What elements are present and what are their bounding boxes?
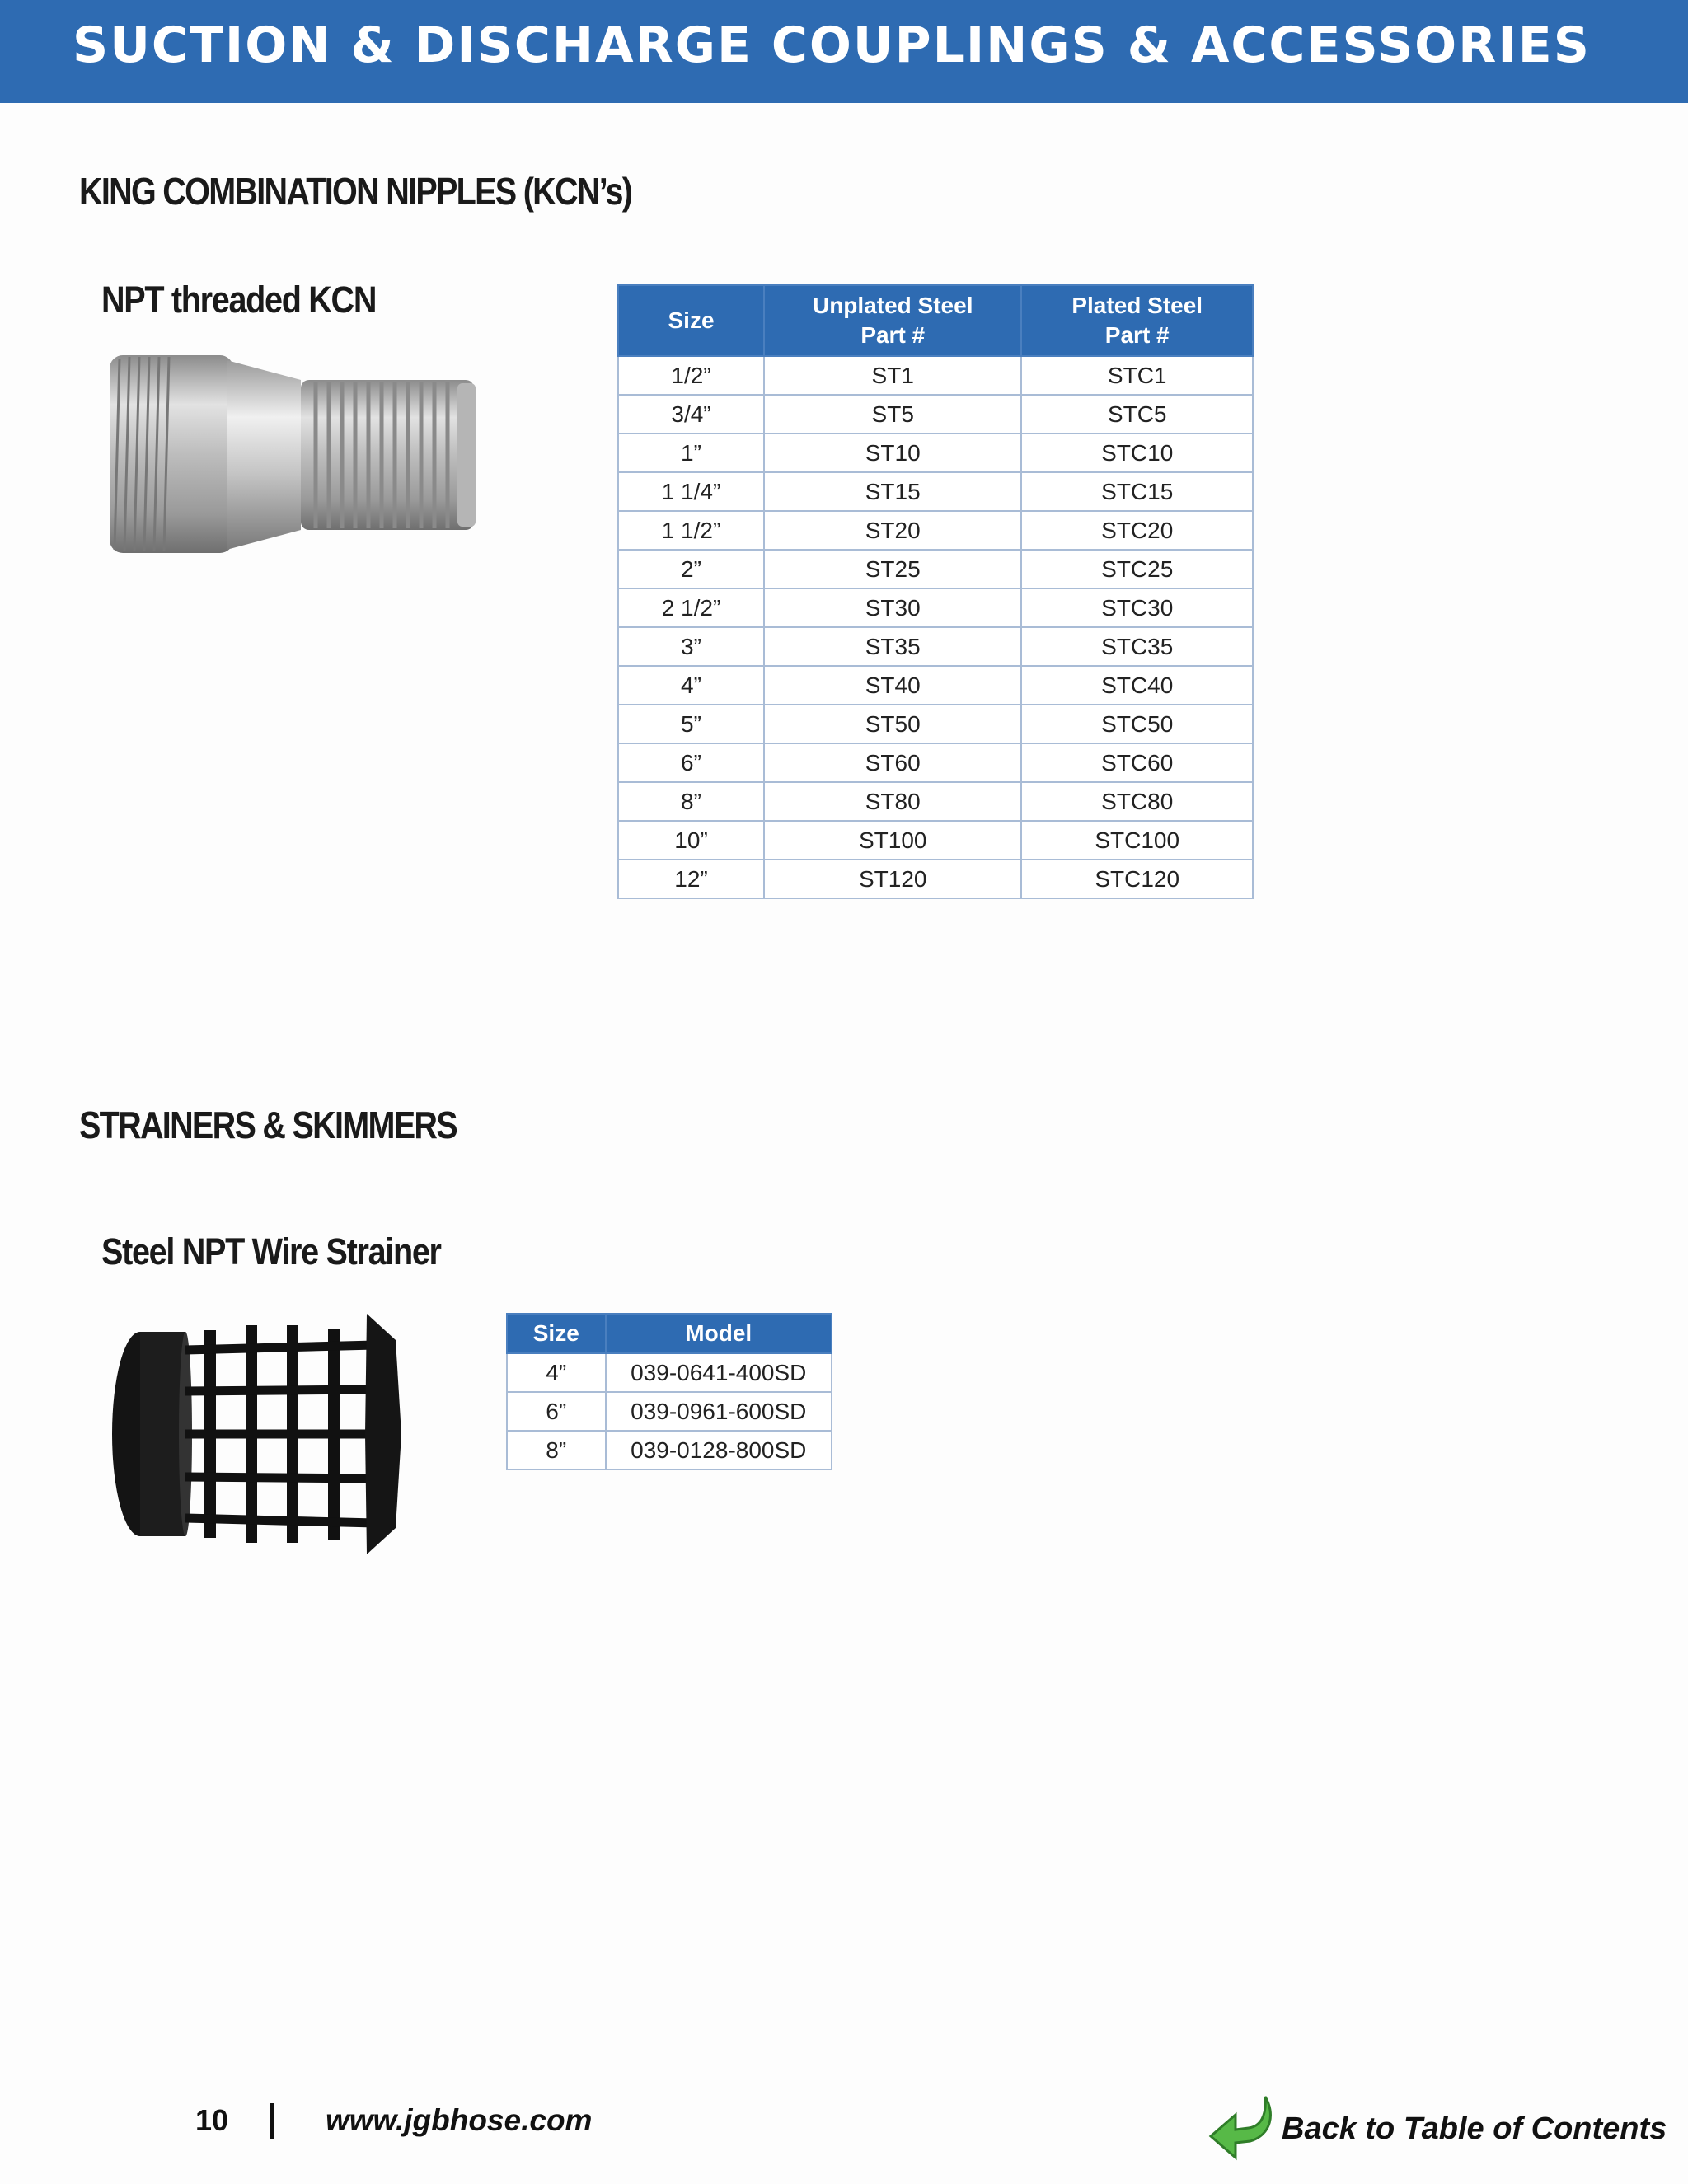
unplated-part-cell: ST15	[764, 472, 1021, 511]
col-header-plated-steel: Plated Steel Part #	[1021, 285, 1253, 356]
plated-part-cell: STC25	[1021, 550, 1253, 588]
plated-part-cell: STC60	[1021, 743, 1253, 782]
unplated-part-cell: ST10	[764, 434, 1021, 472]
table-row	[618, 860, 1253, 898]
unplated-part-cell: ST30	[764, 588, 1021, 627]
unplated-part-cell: ST50	[764, 705, 1021, 743]
page-number: 10	[195, 2103, 229, 2137]
plated-part-cell: STC80	[1021, 782, 1253, 821]
table-row	[507, 1353, 832, 1392]
strainer-table	[506, 1313, 832, 1470]
size-cell: 1”	[618, 434, 764, 472]
green-back-arrow-icon[interactable]	[1207, 2093, 1278, 2168]
col-header-size: Size	[507, 1314, 606, 1353]
plated-part-cell: STC15	[1021, 472, 1253, 511]
size-cell: 10”	[618, 821, 764, 860]
size-cell: 4”	[618, 666, 764, 705]
size-cell: 12”	[618, 860, 764, 898]
table-row	[618, 627, 1253, 666]
col-header-size: Size	[618, 285, 764, 356]
unplated-part-cell: ST100	[764, 821, 1021, 860]
size-cell: 3/4”	[618, 395, 764, 434]
table-row	[618, 395, 1253, 434]
model-cell: 039-0961-600SD	[606, 1392, 832, 1431]
model-cell: 039-0128-800SD	[606, 1431, 832, 1469]
plated-part-cell: STC5	[1021, 395, 1253, 434]
table-row	[618, 782, 1253, 821]
table-row	[618, 705, 1253, 743]
website-link[interactable]: www.jgbhose.com	[326, 2103, 593, 2137]
unplated-part-cell: ST40	[764, 666, 1021, 705]
table-header-row	[618, 285, 1253, 356]
size-cell: 8”	[507, 1431, 606, 1469]
unplated-part-cell: ST25	[764, 550, 1021, 588]
size-cell: 1 1/2”	[618, 511, 764, 550]
footer-divider	[270, 2103, 274, 2139]
unplated-part-cell: ST20	[764, 511, 1021, 550]
model-cell: 039-0641-400SD	[606, 1353, 832, 1392]
unplated-part-cell: ST80	[764, 782, 1021, 821]
subtitle-npt-threaded-kcn: NPT threaded KCN	[101, 279, 377, 321]
size-cell: 1/2”	[618, 356, 764, 395]
table-row	[618, 743, 1253, 782]
table-row	[507, 1431, 832, 1469]
plated-part-cell: STC50	[1021, 705, 1253, 743]
plated-part-cell: STC1	[1021, 356, 1253, 395]
unplated-part-cell: ST120	[764, 860, 1021, 898]
table-header-row	[507, 1314, 832, 1353]
col-header-unplated-steel: Unplated Steel Part #	[764, 285, 1021, 356]
back-to-toc-link[interactable]: Back to Table of Contents	[1282, 2111, 1667, 2146]
unplated-part-cell: ST1	[764, 356, 1021, 395]
size-cell: 3”	[618, 627, 764, 666]
table-row	[618, 588, 1253, 627]
unplated-part-cell: ST60	[764, 743, 1021, 782]
unplated-part-cell: ST5	[764, 395, 1021, 434]
size-cell: 8”	[618, 782, 764, 821]
table-row	[618, 511, 1253, 550]
plated-part-cell: STC30	[1021, 588, 1253, 627]
size-cell: 2”	[618, 550, 764, 588]
page-title: SUCTION & DISCHARGE COUPLINGS & ACCESSORIES	[73, 16, 1591, 74]
size-cell: 2 1/2”	[618, 588, 764, 627]
plated-part-cell: STC20	[1021, 511, 1253, 550]
subtitle-wire-strainer: Steel NPT Wire Strainer	[101, 1230, 441, 1272]
table-row	[618, 434, 1253, 472]
plated-part-cell: STC100	[1021, 821, 1253, 860]
table-row	[507, 1392, 832, 1431]
col-header-model: Model	[606, 1314, 832, 1353]
unplated-part-cell: ST35	[764, 627, 1021, 666]
plated-part-cell: STC40	[1021, 666, 1253, 705]
table-row	[618, 356, 1253, 395]
kcn-table	[617, 284, 1254, 899]
section-title-kcn: KING COMBINATION NIPPLES (KCN’s)	[79, 170, 632, 213]
size-cell: 6”	[507, 1392, 606, 1431]
kcn-nipple-image	[103, 350, 482, 569]
size-cell: 1 1/4”	[618, 472, 764, 511]
section-title-strainers: STRAINERS & SKIMMERS	[79, 1104, 457, 1146]
table-row	[618, 472, 1253, 511]
plated-part-cell: STC10	[1021, 434, 1253, 472]
table-row	[618, 550, 1253, 588]
wire-strainer-image	[103, 1310, 408, 1562]
size-cell: 5”	[618, 705, 764, 743]
header-banner	[0, 0, 1688, 103]
plated-part-cell: STC35	[1021, 627, 1253, 666]
table-row	[618, 821, 1253, 860]
plated-part-cell: STC120	[1021, 860, 1253, 898]
size-cell: 6”	[618, 743, 764, 782]
size-cell: 4”	[507, 1353, 606, 1392]
table-row	[618, 666, 1253, 705]
